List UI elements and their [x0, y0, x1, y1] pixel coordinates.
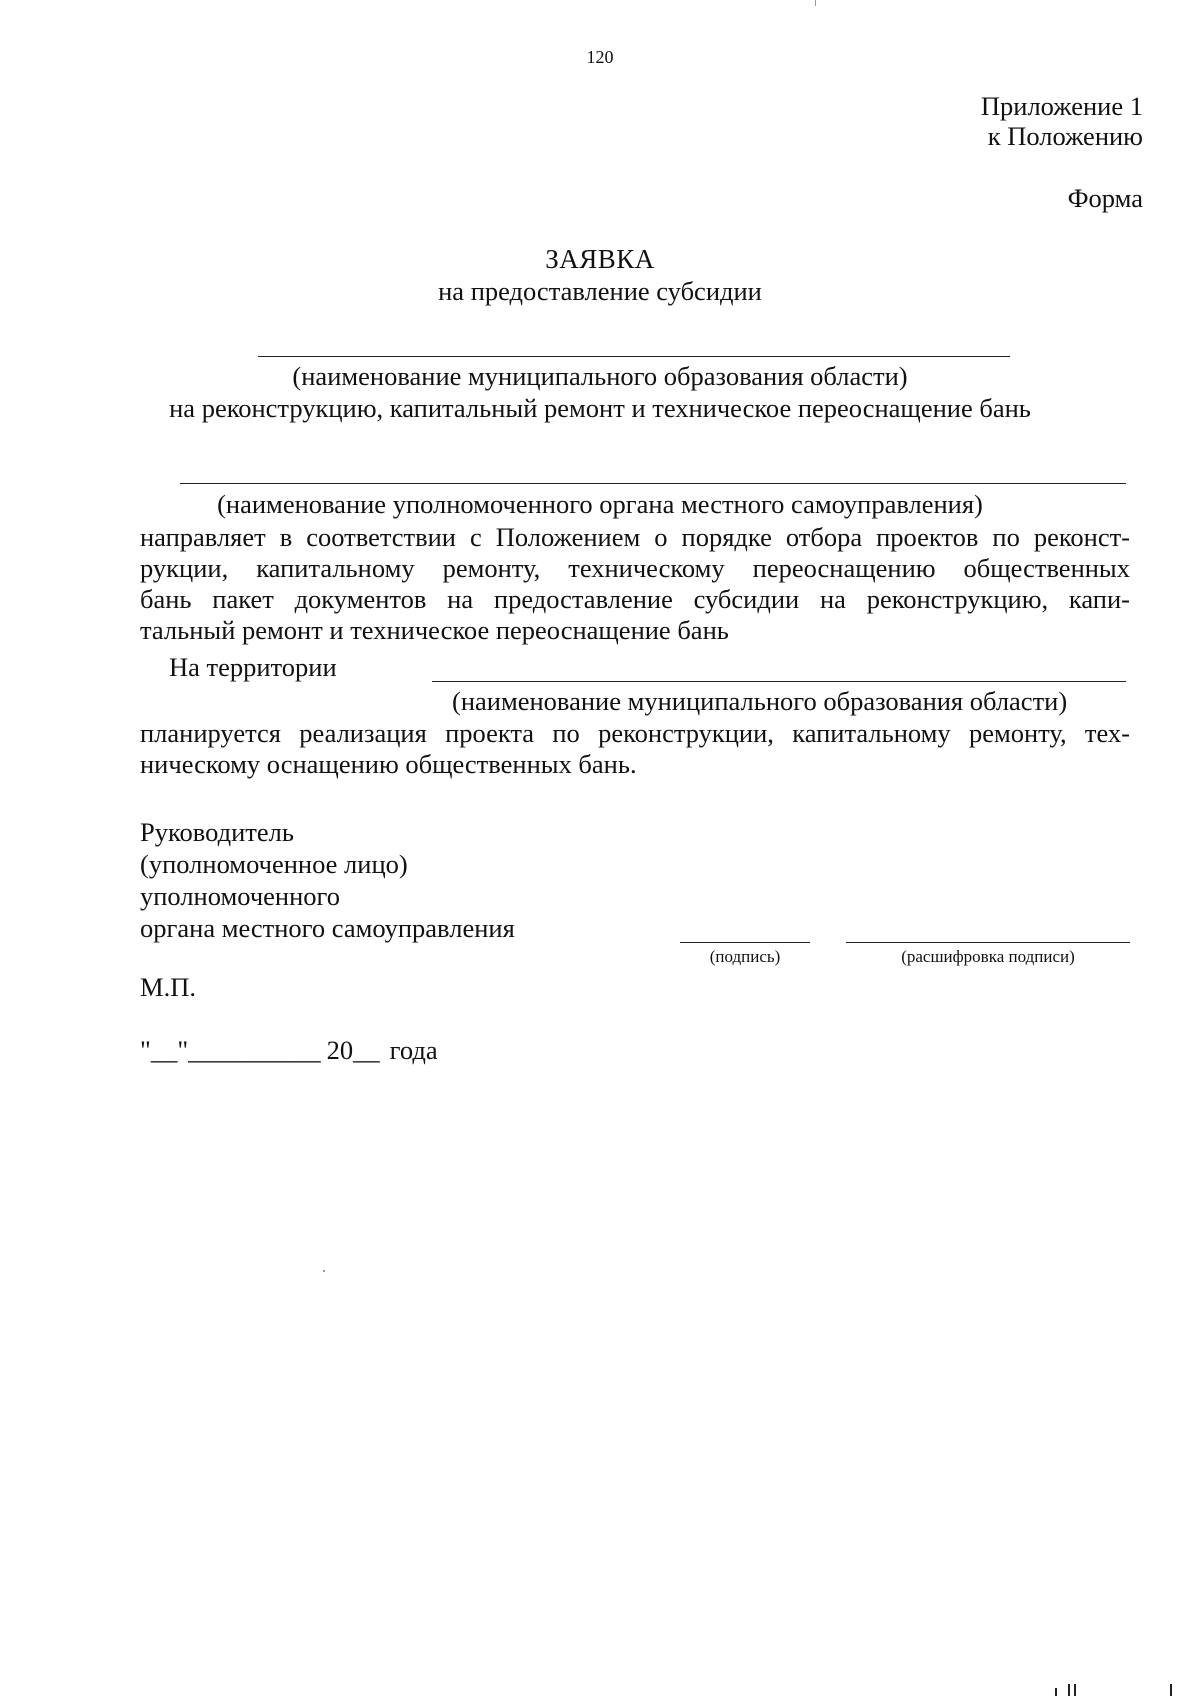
appendix-line-1: Приложение 1: [980, 91, 1143, 121]
scan-speck: [1074, 1684, 1076, 1696]
authority-caption: (наименование уполномоченного органа местного самоуправления): [217, 489, 983, 519]
municipality-caption: (наименование муниципального образования области): [292, 361, 908, 391]
paragraph-1-line: направляет в соответствии с Положением о порядке отбора проектов по реконст-: [140, 522, 1130, 552]
scan-speck: [1068, 1684, 1070, 1696]
date-line: [140, 1035, 438, 1066]
signature-decode-blank-line: [846, 942, 1130, 943]
territory-caption: (наименование муниципального образования области): [452, 686, 1068, 716]
date-suffix: года: [389, 1035, 438, 1065]
scan-speck: [1170, 1684, 1172, 1696]
date-open-quote: ": [140, 1035, 151, 1065]
stamp-label: М.П.: [140, 972, 196, 1002]
document-subtitle: на предоставление субсидии: [438, 276, 762, 306]
date-close-quote: ": [177, 1035, 189, 1065]
municipality-blank-line: [258, 356, 1010, 357]
document-title: ЗАЯВКА: [545, 244, 655, 274]
date-month-blank: __________: [188, 1035, 321, 1065]
territory-blank-line: [432, 681, 1126, 682]
paragraph-1-line: рукции, капитальному ремонту, техническому переоснащению общественных: [140, 553, 1130, 583]
territory-label: На территории: [169, 652, 337, 682]
signatory-line: уполномоченного: [140, 881, 340, 911]
appendix-line-2: к Положению: [987, 121, 1143, 151]
signatory-line: органа местного самоуправления: [140, 913, 515, 943]
form-label: Форма: [1067, 183, 1143, 213]
scan-speck: [323, 1270, 325, 1272]
date-day-blank: __: [150, 1035, 178, 1065]
paragraph-1-line: тальный ремонт и техническое переоснащение бань: [140, 615, 729, 645]
scan-speck: [815, 0, 816, 6]
paragraph-2: [140, 718, 1130, 780]
signature-blank-line: [680, 942, 810, 943]
authority-blank-line: [180, 483, 1126, 484]
purpose-line: на реконструкцию, капитальный ремонт и техническое переоснащение бань: [169, 393, 1031, 423]
paragraph-2-line: планируется реализация проекта по реконструкции, капитальному ремонту, тех-: [140, 718, 1130, 748]
signatory-line: Руководитель: [140, 817, 294, 847]
paragraph-2-line: ническому оснащению общественных бань.: [140, 749, 637, 779]
signatory-line: (уполномоченное лицо): [140, 849, 408, 879]
signature-decode-caption: (расшифровка подписи): [901, 947, 1075, 966]
paragraph-1: [140, 522, 1130, 646]
signature-caption: (подпись): [709, 947, 781, 966]
date-year-prefix: 20: [326, 1035, 354, 1065]
date-year-blank: __: [353, 1035, 380, 1065]
signatory-block: [140, 816, 515, 944]
scan-speck: [1055, 1688, 1057, 1696]
paragraph-1-line: бань пакет документов на предоставление субсидии на реконструкцию, капи-: [140, 584, 1130, 614]
page-number: 120: [586, 47, 614, 67]
